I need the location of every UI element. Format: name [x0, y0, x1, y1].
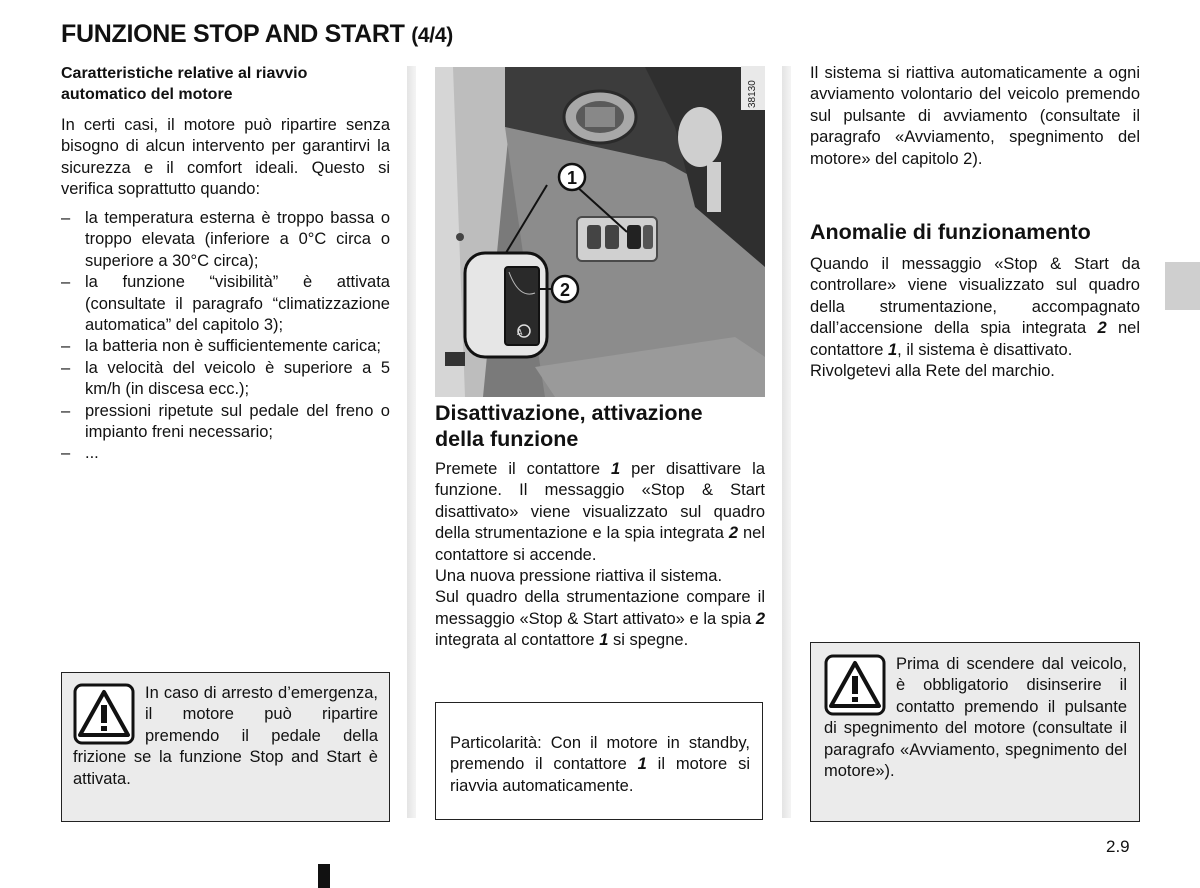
list-item: – la temperatura esterna è troppo bassa o troppo elevata (inferiore a 0°C circa o superiore a 30°C circa);	[61, 208, 390, 272]
note-box	[435, 702, 763, 820]
crop-mark	[318, 864, 330, 888]
reactivation-paragraph: Il sistema si riattiva automaticamente a ogni avviamento volontario del veicolo premendo sul pulsante di avviamento (consultate il paragrafo «Avviamento, spegnimento del motore» del capitolo 2).	[810, 64, 1140, 168]
section-heading-deactivation: Disattivazione, attivazione della funzione	[435, 401, 703, 451]
list-item: – pressioni ripetute sul pedale del freno o impianto freni necessario;	[61, 401, 390, 444]
photo-reference-number: 38130	[741, 66, 765, 110]
list-item: – la velocità del veicolo è superiore a 5 km/h (in discesa ecc.);	[61, 358, 390, 401]
conditions-list	[61, 208, 390, 465]
callout-1: 1	[566, 168, 578, 188]
callout-2: 2	[559, 280, 571, 300]
subheading-line-1: Caratteristiche relative al riavvio	[61, 65, 308, 82]
deactivation-paragraph: Premete il contattore 1 per disattivare la funzione. Il messaggio «Stop & Start disattivato» viene visualizzato sul quadro della strumentazione e la spia integrata 2 nel contattore si accende. Una nuova pressione riattiva il sistema. Sul quadro della strumentazione compare il messaggio «Stop & Start attivato» e la spia 2 integrata al contattore 1 si spegne.	[435, 460, 765, 650]
page-title-text: FUNZIONE STOP AND START	[61, 20, 405, 48]
warning-icon	[73, 683, 135, 745]
dashboard-photo	[435, 67, 765, 397]
subheading-line-2: automatico del motore	[61, 85, 233, 103]
intro-paragraph: In certi casi, il motore può ripartire senza bisogno di alcun intervento per garantirvi la sicurezza e il comfort ideali. Questo si verifica soprattutto quando:	[61, 116, 390, 199]
warning-text: Prima di scendere dal veicolo, è obbligatorio disinserire il contatto premendo il pulsante di spegnimento del motore (consultate il paragrafo «Avviamento, spegnimento del motore»).	[824, 655, 1127, 781]
column-divider	[407, 66, 416, 818]
warning-box-right	[810, 642, 1140, 822]
column-divider	[782, 66, 791, 818]
chapter-tab	[1165, 262, 1200, 310]
list-item: – la funzione “visibilità” è attivata (consultate il paragrafo “climatizzazione automatica” del capitolo 3);	[61, 272, 390, 336]
note-text: Particolarità: Con il motore in standby, premendo il contattore 1 il motore si riavvia automaticamente.	[450, 734, 750, 795]
page-number: 2.9	[1106, 837, 1130, 856]
section-subheading	[61, 64, 361, 105]
page-title	[61, 20, 453, 49]
warning-text: In caso di arresto d’emergenza, il motore può ripartire premendo il pedale della frizione se la funzione Stop and Start è attivata.	[73, 684, 378, 788]
reactivation-text: Una nuova pressione riattiva il sistema.	[435, 567, 723, 586]
contact-network-text: Rivolgetevi alla Rete del marchio.	[810, 362, 1055, 381]
warning-icon	[824, 654, 886, 716]
malfunction-paragraph: Quando il messaggio «Stop & Start da controllare» viene visualizzato sul quadro della strumentazione, accompagnato dall’accensione della spia integrata 2 nel contattore 1, il sistema è disattivato. Rivolgetevi alla Rete del marchio.	[810, 255, 1140, 381]
page-indicator: (4/4)	[411, 24, 453, 47]
section-heading-malfunction: Anomalie di funzionamento	[810, 220, 1091, 244]
list-item: – ...	[61, 443, 390, 464]
warning-box-left	[61, 672, 390, 822]
svg-text:A: A	[517, 328, 523, 337]
list-item: – la batteria non è sufficientemente carica;	[61, 336, 390, 357]
